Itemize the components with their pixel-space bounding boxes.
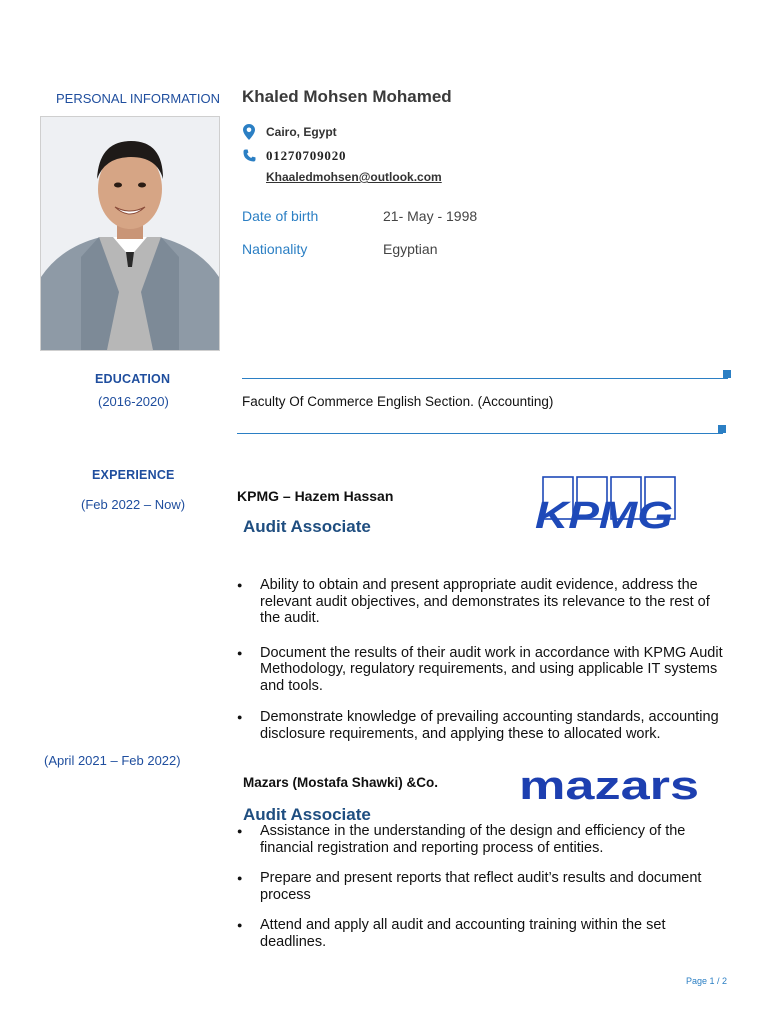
experience-1-company: KPMG – Hazem Hassan — [237, 488, 394, 504]
experience-2-bullets — [236, 823, 726, 950]
education-years: (2016-2020) — [98, 394, 169, 409]
list-item: ● Ability to obtain and present appropriate audit evidence, address the relevant audit objectives, and demonstrates its relevance to the rest of the audit. — [236, 577, 726, 627]
experience-1-dates: (Feb 2022 – Now) — [81, 497, 186, 512]
kpmg-logo-wordmark: KPMG — [535, 495, 673, 534]
experience-2-company: Mazars (Mostafa Shawki) &Co. — [243, 775, 439, 790]
phone-icon — [243, 149, 256, 162]
dob-value: 21- May - 1998 — [383, 208, 478, 224]
mazars-logo — [519, 766, 701, 806]
map-pin-icon — [243, 124, 255, 140]
list-item: ● Assistance in the understanding of the design and efficiency of the financial registration and reporting process of entities. — [236, 823, 726, 856]
list-item: ● Document the results of their audit work in accordance with KPMG Audit Methodology, regulatory requirements, and using applicable IT systems and tools. — [236, 645, 726, 695]
experience-1-bullets — [236, 577, 726, 742]
phone-text: 01270709020 — [266, 148, 347, 163]
section-label-education: EDUCATION — [95, 372, 171, 386]
nationality-label: Nationality — [242, 241, 308, 257]
location-text: Cairo, Egypt — [266, 125, 337, 139]
list-item: ● Prepare and present reports that reflect audit’s results and document process — [236, 870, 726, 903]
list-item: ● Attend and apply all audit and accounting training within the set deadlines. — [236, 917, 726, 950]
section-label-experience: EXPERIENCE — [92, 468, 175, 482]
education-top-rule — [242, 378, 728, 379]
education-bottom-rule — [237, 433, 723, 434]
page-number: Page 1 / 2 — [686, 976, 728, 986]
profile-photo-illustration — [41, 117, 219, 350]
education-top-rule-marker — [723, 370, 731, 378]
education-bottom-rule-marker — [718, 425, 726, 433]
experience-2-dates: (April 2021 – Feb 2022) — [44, 753, 181, 768]
nationality-value: Egyptian — [383, 241, 438, 257]
mazars-logo-wordmark: mazars — [519, 766, 699, 806]
section-label-personal-information: PERSONAL INFORMATION — [56, 91, 220, 106]
kpmg-logo — [535, 476, 680, 534]
email-link[interactable]: Khaaledmohsen@outlook.com — [266, 170, 442, 184]
education-entry: Faculty Of Commerce English Section. (Accounting) — [242, 394, 554, 409]
list-item: ● Demonstrate knowledge of prevailing accounting standards, accounting disclosure requirements, and applying these to allocated work. — [236, 709, 726, 742]
dob-label: Date of birth — [242, 208, 319, 224]
experience-1-role: Audit Associate — [243, 517, 371, 536]
experience-2-role: Audit Associate — [243, 805, 371, 824]
profile-photo — [40, 116, 220, 351]
full-name: Khaled Mohsen Mohamed — [242, 87, 452, 106]
